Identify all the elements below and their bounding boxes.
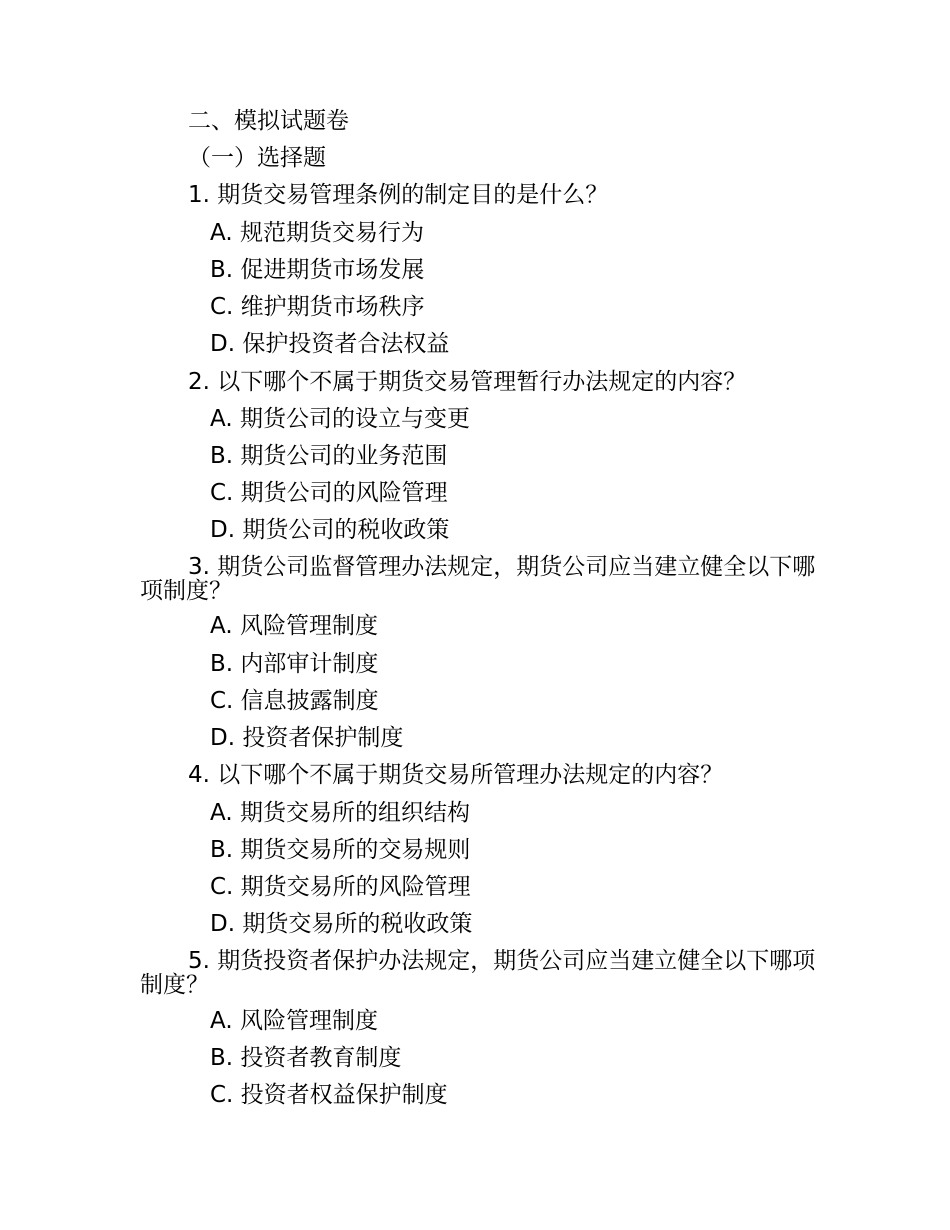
question-4-option-c: C. 期货交易所的风险管理 <box>210 874 471 900</box>
question-1-option-c: C. 维护期货市场秩序 <box>210 294 425 320</box>
question-2: 2. 以下哪个不属于期货交易管理暂行办法规定的内容？ <box>188 369 747 395</box>
question-4-option-a: A. 期货交易所的组织结构 <box>210 800 470 826</box>
question-2-option-b: B. 期货公司的业务范围 <box>210 443 448 469</box>
question-4-option-d: D. 期货交易所的税收政策 <box>210 911 473 937</box>
question-2-option-a: A. 期货公司的设立与变更 <box>210 406 470 432</box>
question-2-option-d: D. 期货公司的税收政策 <box>210 517 450 543</box>
question-5-option-a: A. 风险管理制度 <box>210 1008 378 1034</box>
question-2-option-c: C. 期货公司的风险管理 <box>210 480 448 506</box>
question-3-option-a: A. 风险管理制度 <box>210 613 378 639</box>
question-5-option-b: B. 投资者教育制度 <box>210 1045 402 1071</box>
question-3-option-c: C. 信息披露制度 <box>210 688 379 714</box>
subsection-title: （一）选择题 <box>188 145 326 171</box>
question-3: 3. 期货公司监督管理办法规定，期货公司应当建立健全以下哪项制度？ <box>140 554 816 604</box>
question-1-option-a: A. 规范期货交易行为 <box>210 220 424 246</box>
question-4: 4. 以下哪个不属于期货交易所管理办法规定的内容？ <box>188 762 724 788</box>
question-3-option-d: D. 投资者保护制度 <box>210 725 404 751</box>
question-4-option-b: B. 期货交易所的交易规则 <box>210 837 471 863</box>
question-1-option-d: D. 保护投资者合法权益 <box>210 331 450 357</box>
section-title: 二、模拟试题卷 <box>188 108 349 134</box>
question-1-option-b: B. 促进期货市场发展 <box>210 257 425 283</box>
question-5: 5. 期货投资者保护办法规定，期货公司应当建立健全以下哪项制度？ <box>140 948 816 998</box>
question-3-option-b: B. 内部审计制度 <box>210 651 379 677</box>
question-1: 1. 期货交易管理条例的制定目的是什么？ <box>188 182 609 208</box>
question-5-option-c: C. 投资者权益保护制度 <box>210 1082 448 1108</box>
